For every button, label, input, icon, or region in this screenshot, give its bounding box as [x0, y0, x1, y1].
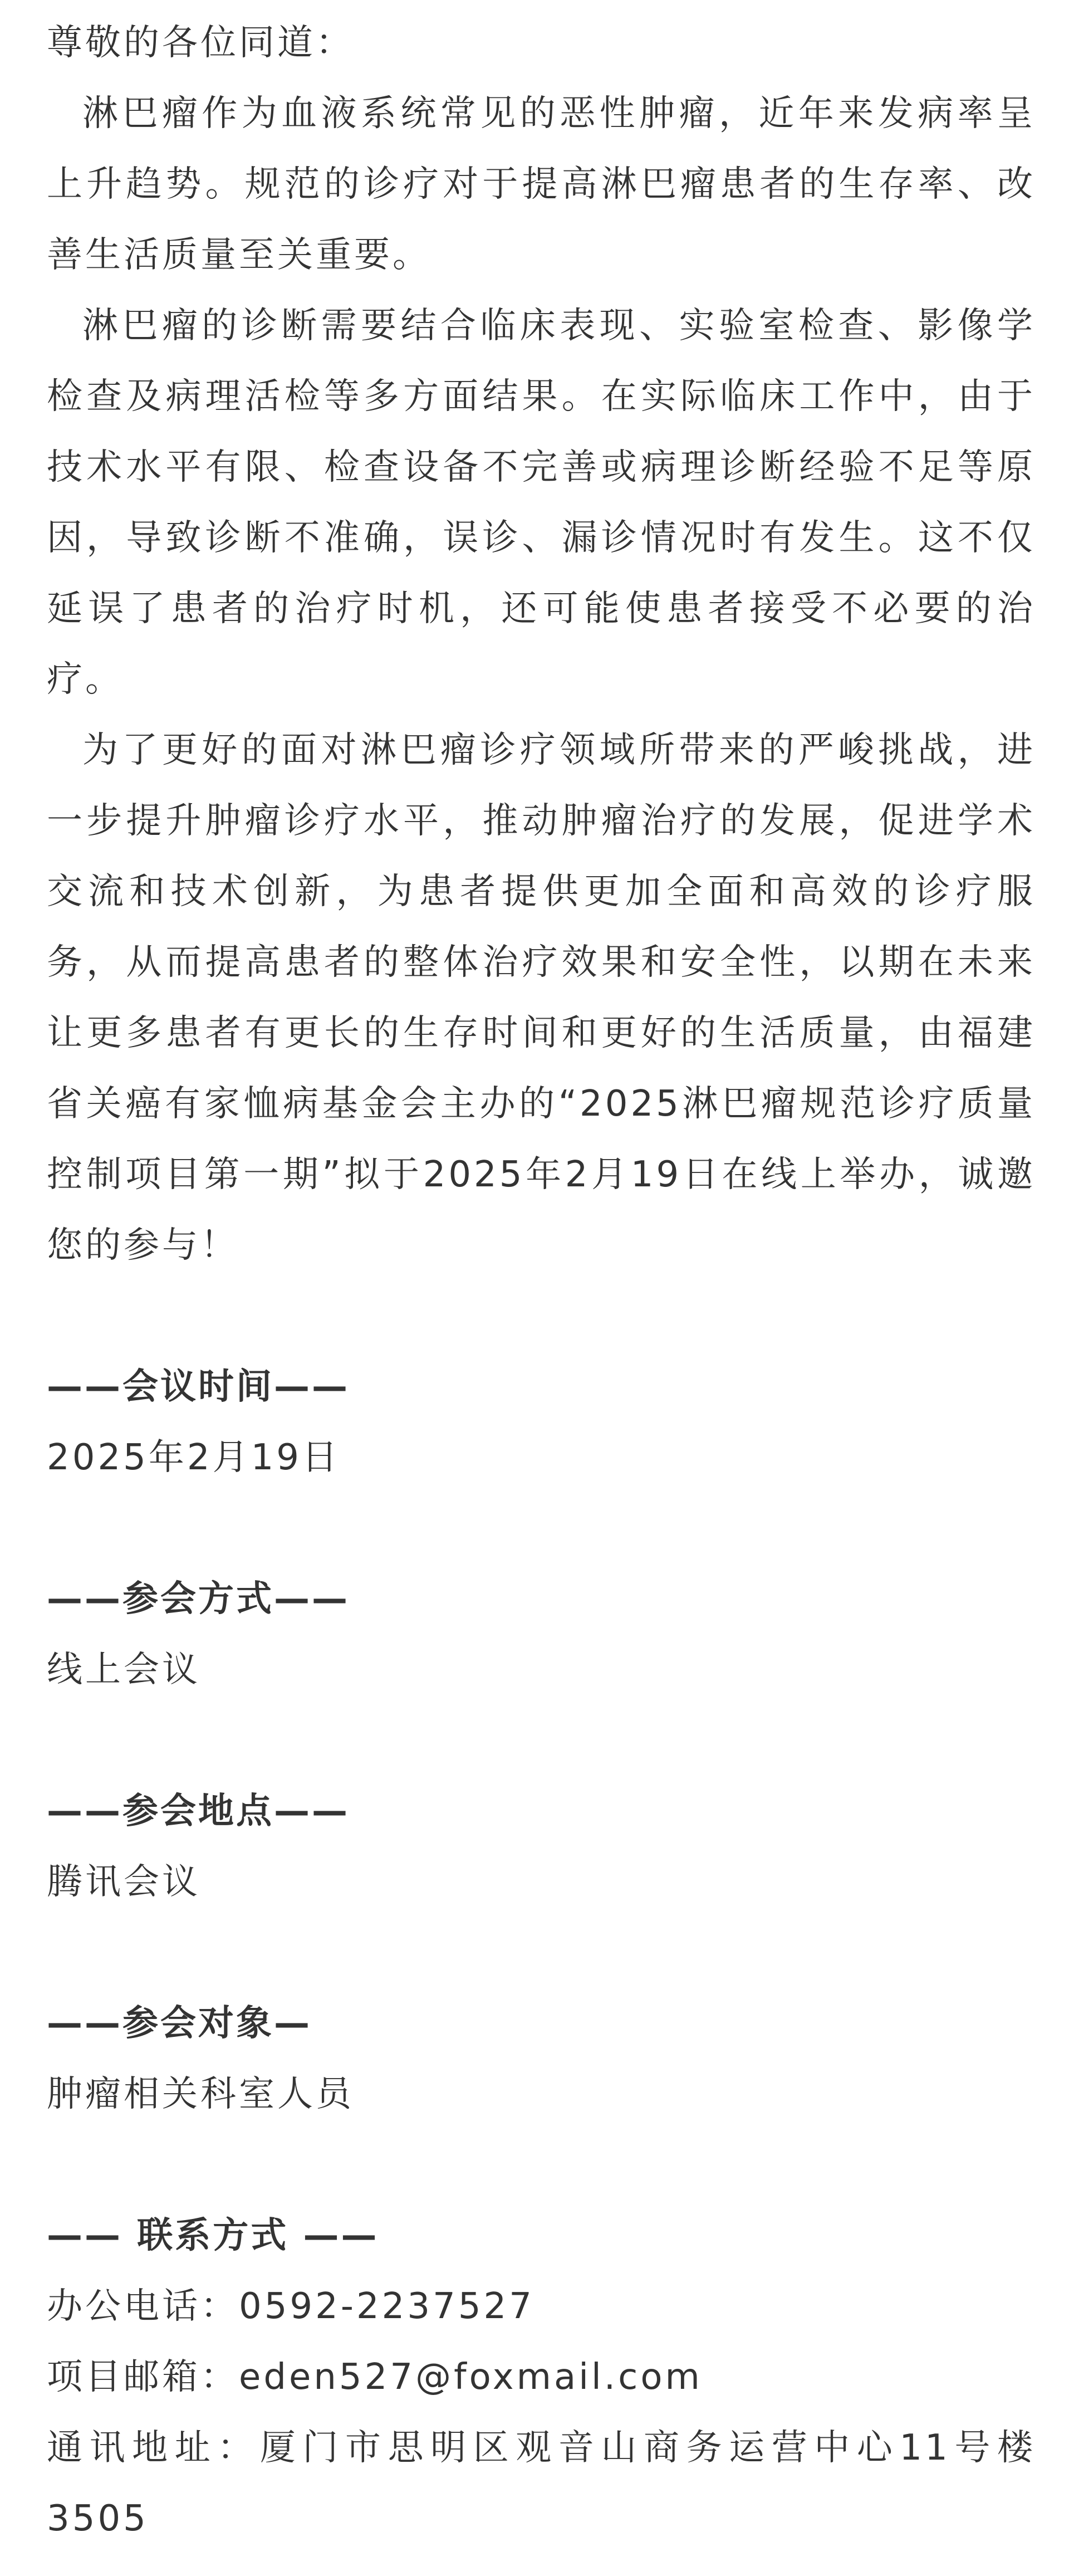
- invitation-paragraph: 为了更好的面对淋巴瘤诊疗领域所带来的严峻挑战，进一步提升肿瘤诊疗水平，推动肿瘤治疗的发展，促进学术交流和技术创新，为患者提供更加全面和高效的诊疗服务，从而提高患者的整体治疗效果和安全性，以期在未来让更多患者有更长的生存时间和更好的生活质量，由福建省关癌有家恤病基金会主办的“2025淋巴瘤规范诊疗质量控制项目第一期”拟于2025年2月19日在线上举办，诚邀您的参与！: [47, 730, 1036, 1266]
- greeting: 尊敬的各位同道：: [47, 22, 354, 63]
- contact-heading: —— 联系方式 ——: [47, 2215, 379, 2256]
- invitation-document: [47, 8, 1036, 2554]
- spacer: [47, 1918, 1036, 1988]
- meeting-time-heading: ——会议时间——: [47, 1366, 350, 1407]
- audience-heading: ——参会对象—: [47, 2003, 312, 2044]
- spacer: [47, 1493, 1036, 1564]
- contact-phone: 办公电话：0592-2237527: [47, 2286, 534, 2327]
- spacer: [47, 2130, 1036, 2201]
- contact-email: 项目邮箱：eden527@foxmail.com: [47, 2357, 703, 2398]
- diagnosis-paragraph: 淋巴瘤的诊断需要结合临床表现、实验室检查、影像学检查及病理活检等多方面结果。在实际临床工作中，由于技术水平有限、检查设备不完善或病理诊断经验不足等原因，导致诊断不准确，误诊、漏诊情况时有发生。这不仅延误了患者的治疗时机，还可能使患者接受不必要的治疗。: [47, 305, 1036, 700]
- intro-paragraph: 淋巴瘤作为血液系统常见的恶性肿瘤，近年来发病率呈上升趋势。规范的诊疗对于提高淋巴瘤患者的生存率、改善生活质量至关重要。: [47, 93, 1036, 276]
- spacer: [47, 1705, 1036, 1776]
- meeting-place-heading: ——参会地点——: [47, 1791, 350, 1832]
- meeting-time-value: 2025年2月19日: [47, 1437, 341, 1478]
- meeting-mode-value: 线上会议: [47, 1649, 200, 1690]
- meeting-place-value: 腾讯会议: [47, 1861, 200, 1903]
- audience-value: 肿瘤相关科室人员: [47, 2074, 354, 2115]
- spacer: [47, 1281, 1036, 1352]
- meeting-mode-heading: ——参会方式——: [47, 1578, 350, 1620]
- contact-address: 通讯地址：厦门市思明区观音山商务运营中心11号楼3505: [47, 2427, 1036, 2539]
